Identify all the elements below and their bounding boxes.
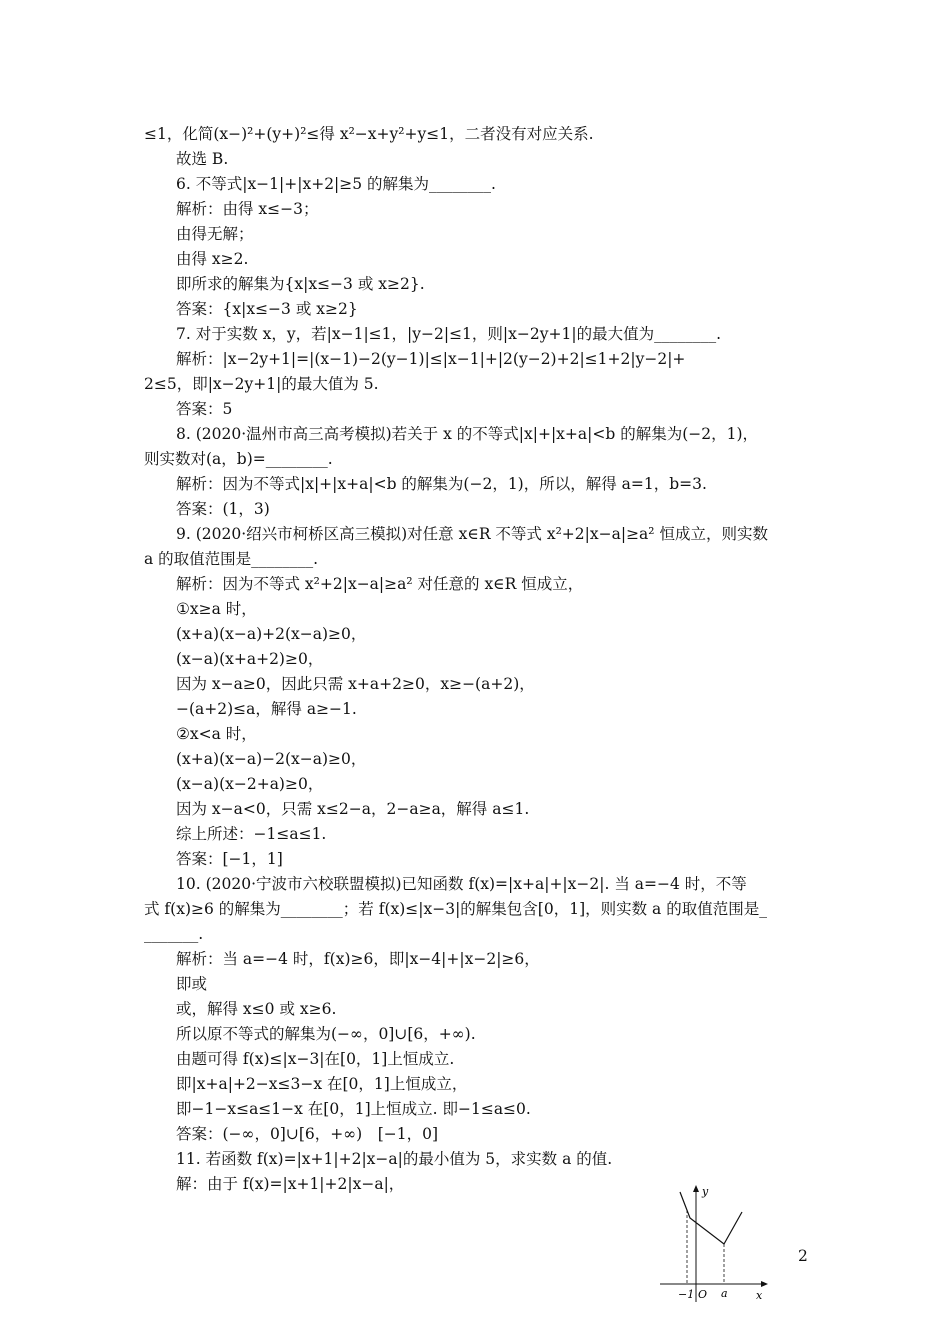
text-line: 11. 若函数 f(x)=|x+1|+2|x−a|的最小值为 5，求实数 a 的值.: [176, 1150, 613, 1168]
text-line: 解析：因为不等式 x²+2|x−a|≥a² 对任意的 x∈R 恒成立，: [176, 575, 584, 593]
text-line: 即|x+a|+2−x≤3−x 在[0，1]上恒成立，: [176, 1075, 468, 1093]
y-axis-arrow-icon: [693, 1185, 699, 1192]
text-line: 即−1−x≤a≤1−x 在[0，1]上恒成立. 即−1≤a≤0.: [176, 1100, 531, 1118]
x-axis-arrow-icon: [761, 1281, 768, 1287]
text-line: 解：由于 f(x)=|x+1|+2|x−a|，: [176, 1175, 405, 1193]
text-line: 故选 B.: [176, 150, 229, 168]
graph-curve: [680, 1192, 742, 1244]
page-number: 2: [798, 1247, 808, 1265]
text-line: 解析：|x−2y+1|=|(x−1)−2(y−1)|≤|x−1|+|2(y−2)+2|≤1+2|y−2|+: [176, 350, 686, 368]
text-line: (x−a)(x+a+2)≥0，: [176, 650, 324, 668]
text-line: 2≤5，即|x−2y+1|的最大值为 5.: [144, 375, 379, 393]
text-line: _______.: [144, 925, 204, 943]
text-line: (x−a)(x−2+a)≥0，: [176, 775, 324, 793]
text-line: 答案：(−∞，0]∪[6，+∞) [−1，0]: [176, 1125, 439, 1143]
text-line: 因为 x−a<0，只需 x≤2−a，2−a≥a，解得 a≤1.: [176, 800, 530, 818]
text-line: 6. 不等式|x−1|+|x+2|≥5 的解集为________.: [176, 175, 496, 193]
text-line: (x+a)(x−a)+2(x−a)≥0，: [176, 625, 367, 643]
text-line: 答案：{x|x≤−3 或 x≥2}: [176, 300, 358, 318]
text-line: 由题可得 f(x)≤|x−3|在[0，1]上恒成立.: [176, 1050, 455, 1068]
text-line: 或，解得 x≤0 或 x≥6.: [176, 1000, 337, 1018]
text-line: 综上所述：−1≤a≤1.: [176, 825, 327, 843]
x-label: x: [756, 1289, 763, 1302]
text-line: 式 f(x)≥6 的解集为________；若 f(x)≤|x−3|的解集包含[0，1]，则实数 a 的取值范围是_: [144, 900, 767, 918]
text-line: 9. (2020·绍兴市柯桥区高三模拟)对任意 x∈R 不等式 x²+2|x−a|≥a² 恒成立，则实数: [176, 525, 768, 543]
text-line: 解析：由得 x≤−3；: [176, 200, 319, 218]
text-line: 由得无解；: [176, 225, 254, 243]
text-line: a 的取值范围是________.: [144, 550, 319, 568]
text-line: 答案：5: [176, 400, 233, 418]
origin-label: O: [698, 1288, 708, 1301]
text-line: −(a+2)≤a，解得 a≥−1.: [176, 700, 357, 718]
text-line: 因为 x−a≥0，因此只需 x+a+2≥0，x≥−(a+2)，: [176, 675, 535, 693]
text-line: ①x≥a 时，: [176, 600, 257, 618]
function-graph: [660, 1180, 770, 1305]
text-line: 即所求的解集为{x|x≤−3 或 x≥2}.: [176, 275, 425, 293]
text-line: ≤1，化简(x−)²+(y+)²≤得 x²−x+y²+y≤1，二者没有对应关系.: [144, 125, 594, 143]
text-line: 7. 对于实数 x，y，若|x−1|≤1，|y−2|≤1，则|x−2y+1|的最大值为________.: [176, 325, 721, 343]
text-line: 10. (2020·宁波市六校联盟模拟)已知函数 f(x)=|x+a|+|x−2|. 当 a=−4 时，不等: [176, 875, 747, 893]
text-line: 解析：因为不等式|x|+|x+a|<b 的解集为(−2，1)，所以，解得 a=1，b=3.: [176, 475, 707, 493]
text-line: 所以原不等式的解集为(−∞，0]∪[6，+∞).: [176, 1025, 476, 1043]
text-line: 由得 x≥2.: [176, 250, 249, 268]
text-line: 8. (2020·温州市高三高考模拟)若关于 x 的不等式|x|+|x+a|<b 的解集为(−2，1)，: [176, 425, 759, 443]
text-line: (x+a)(x−a)−2(x−a)≥0，: [176, 750, 367, 768]
y-label: y: [702, 1185, 709, 1198]
text-line: 答案：(1，3): [176, 500, 270, 518]
text-line: 即或: [176, 975, 208, 993]
tick-a-label: a: [721, 1287, 728, 1300]
text-line: 解析：当 a=−4 时，f(x)≥6，即|x−4|+|x−2|≥6，: [176, 950, 540, 968]
text-line: ②x<a 时，: [176, 725, 257, 743]
tick-neg1-label: −1: [678, 1288, 695, 1301]
text-line: 则实数对(a，b)=________.: [144, 450, 333, 468]
text-line: 答案：[−1，1]: [176, 850, 283, 868]
